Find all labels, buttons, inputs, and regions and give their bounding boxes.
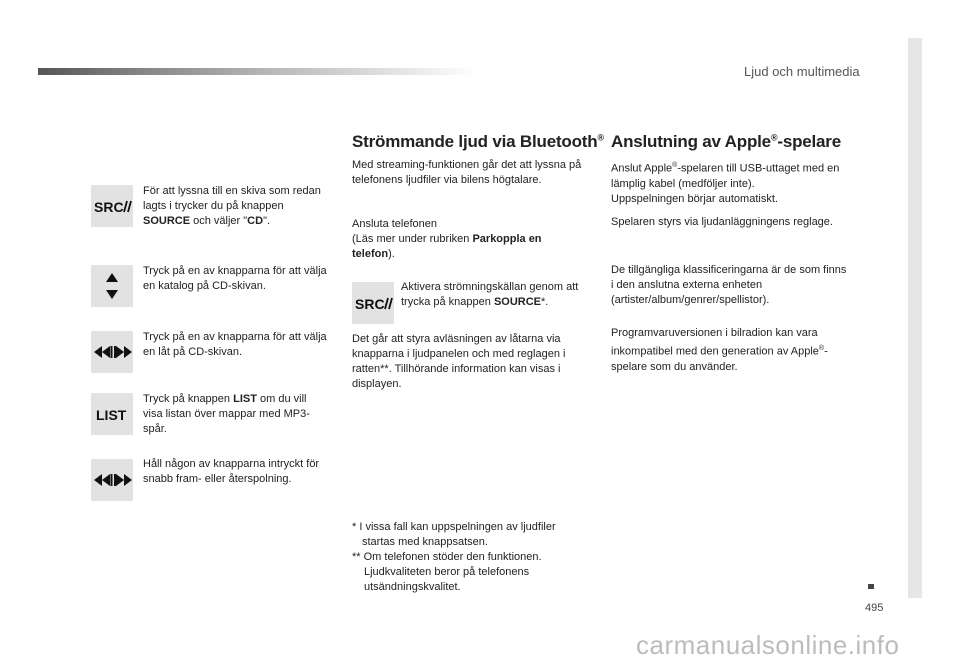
svg-text:SRC: SRC bbox=[355, 296, 385, 312]
bluetooth-control-text: Det går att styra avläsningen av låtarna via knapparna i ljudpanelen och med reglagen i ratten**. Tillhörande information kan visas i displayen. bbox=[352, 333, 566, 390]
svg-text:LIST: LIST bbox=[96, 407, 127, 422]
footnote-2-line-1: ** Om telefonen stöder den funktionen. bbox=[352, 551, 542, 563]
left-item-3-text: Tryck på en av knapparna för att välja en låt på CD-skivan. bbox=[143, 331, 327, 358]
bluetooth-source-text: Aktivera strömningskällan genom att trycka på knappen SOURCE*. bbox=[401, 281, 579, 308]
src-button-icon bbox=[352, 282, 394, 324]
bluetooth-intro-text: Med streaming-funktionen går det att lyssna på telefonens ljudfiler via bilens högtalare. bbox=[352, 159, 582, 186]
apple-version-text: Programvaruversionen i bilradion kan vara inkompatibel med den generation av Apple®-spelare som du använder. bbox=[611, 327, 828, 373]
left-item-5-text: Håll någon av knapparna intryckt för snabb fram- eller återspolning. bbox=[143, 458, 320, 485]
footnotes bbox=[352, 520, 592, 595]
page-marker bbox=[868, 584, 874, 589]
header-gradient-bar bbox=[38, 68, 478, 75]
bluetooth-connect-text: Ansluta telefonen (Läs mer under rubriken Parkoppla en telefon). bbox=[352, 218, 542, 260]
footnote-2-line-2: Ljudkvaliteten beror på telefonens bbox=[364, 566, 530, 578]
svg-text:SRC: SRC bbox=[94, 199, 124, 215]
section-title: Ljud och multimedia bbox=[744, 64, 860, 79]
footnote-2-line-3: utsändningskvalitet. bbox=[364, 581, 461, 593]
watermark: carmanualsonline.info bbox=[636, 630, 900, 660]
apple-classification-text: De tillgängliga klassificeringarna är de som finns i den anslutna externa enheten (artister/album/genrer/spellistor). bbox=[611, 264, 847, 306]
apple-connect-text: Anslut Apple®-spelaren till USB-uttaget med en lämplig kabel (medföljer inte). Uppspelningen börjar automatiskt. bbox=[611, 162, 840, 205]
bluetooth-section-title: Strömmande ljud via Bluetooth® bbox=[352, 132, 604, 151]
up-down-arrows-icon bbox=[91, 265, 133, 307]
page-edge-tab bbox=[908, 38, 922, 598]
page-number: 495 bbox=[865, 602, 884, 614]
apple-section-title: Anslutning av Apple®-spelare bbox=[611, 132, 841, 151]
list-button-icon bbox=[91, 393, 133, 435]
src-button-icon bbox=[91, 185, 133, 227]
footnote-1-line-1: * I vissa fall kan uppspelningen av ljudfiler bbox=[352, 521, 556, 533]
left-item-1-text: För att lyssna till en skiva som redan lagts i trycker du på knappen SOURCE och väljer "CD". bbox=[143, 185, 321, 227]
left-item-2-text: Tryck på en av knapparna för att välja en katalog på CD-skivan. bbox=[143, 265, 327, 292]
apple-control-text: Spelaren styrs via ljudanläggningens reglage. bbox=[611, 216, 833, 228]
skip-arrows-icon bbox=[91, 331, 133, 373]
skip-arrows-icon bbox=[91, 459, 133, 501]
footnote-1-line-2: startas med knappsatsen. bbox=[362, 536, 488, 548]
left-item-4-text: Tryck på knappen LIST om du vill visa listan över mappar med MP3-spår. bbox=[143, 393, 310, 435]
